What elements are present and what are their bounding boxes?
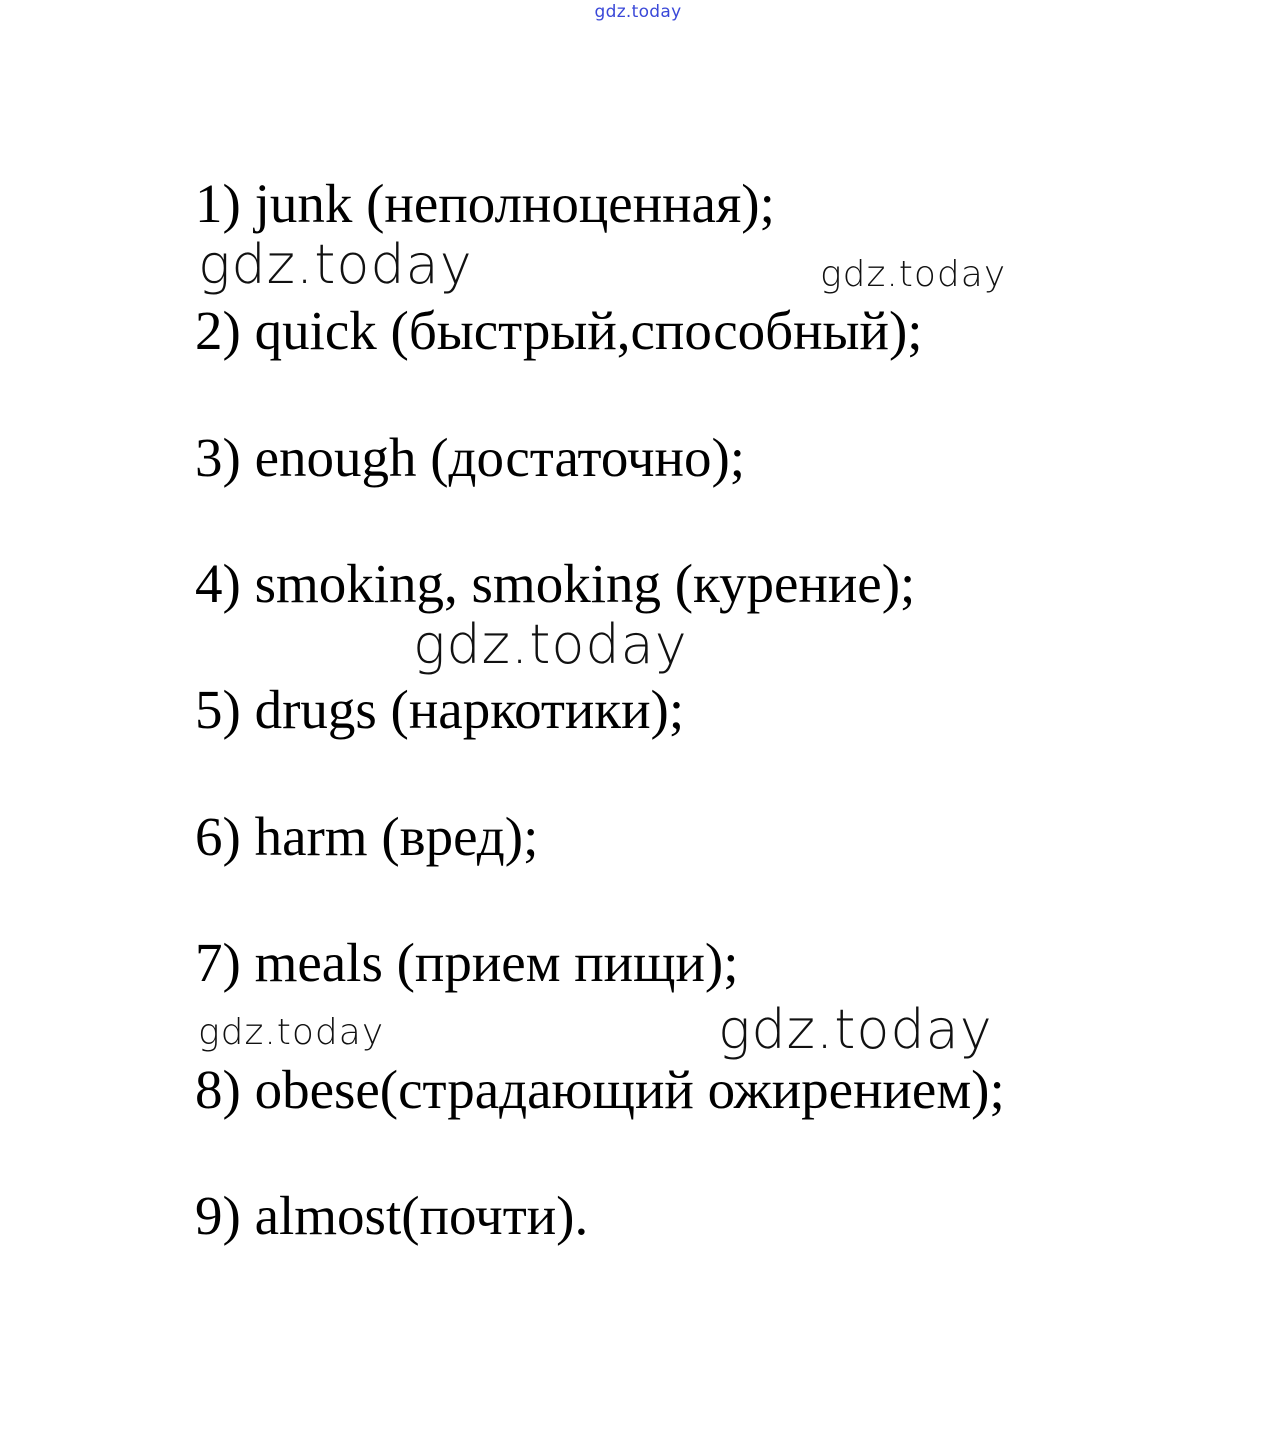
watermark-4: gdz.today <box>198 1012 385 1053</box>
watermark-1: gdz.today <box>198 233 473 296</box>
header-watermark: gdz.today <box>594 2 682 22</box>
answer-line-7: 7) meals (прием пищи); <box>195 932 739 993</box>
answer-line-2: 2) quick (быстрый,способный); <box>195 300 923 361</box>
watermark-2: gdz.today <box>820 254 1007 295</box>
answer-line-8: 8) obese(страдающий ожирением); <box>195 1059 1005 1120</box>
answer-line-4: 4) smoking, smoking (курение); <box>195 553 916 614</box>
answer-line-9: 9) almost(почти). <box>195 1185 589 1246</box>
answer-line-6: 6) harm (вред); <box>195 806 539 867</box>
answer-line-3: 3) enough (достаточно); <box>195 427 746 488</box>
answer-line-1: 1) junk (неполноценная); <box>195 173 775 234</box>
answer-line-5: 5) drugs (наркотики); <box>195 679 685 740</box>
watermark-5: gdz.today <box>718 998 993 1061</box>
watermark-3: gdz.today <box>413 613 688 676</box>
